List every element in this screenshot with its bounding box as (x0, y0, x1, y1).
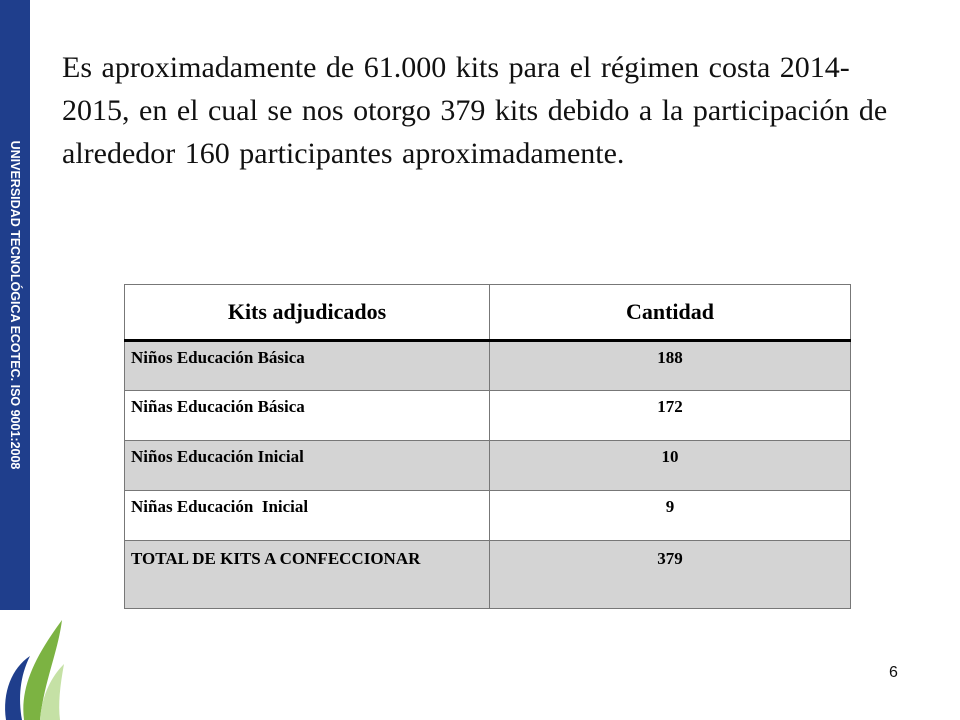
table-header-row (125, 285, 851, 341)
total-label: TOTAL DE KITS A CONFECCIONAR (125, 541, 490, 609)
page-number: 6 (889, 664, 898, 681)
column-header-kits: Kits adjudicados (125, 285, 490, 341)
row-value: 188 (490, 341, 851, 391)
row-value: 172 (490, 391, 851, 441)
kits-table (124, 284, 851, 609)
ecotec-logo-icon (0, 612, 70, 720)
table-row (125, 341, 851, 391)
row-value: 9 (490, 491, 851, 541)
row-label: Niñas Educación Básica (125, 391, 490, 441)
intro-paragraph: Es aproximadamente de 61.000 kits para el régimen costa 2014-2015, en el cual se nos otorgo 379 kits debido a la participación de alrededor 160 participantes aproximadamente. (62, 51, 888, 170)
row-label: Niñas Educación Inicial (125, 491, 490, 541)
row-label: Niños Educación Básica (125, 341, 490, 391)
sidebar-band (0, 0, 30, 610)
total-value: 379 (490, 541, 851, 609)
table-total-row (125, 541, 851, 609)
table-row (125, 491, 851, 541)
row-label: Niños Educación Inicial (125, 441, 490, 491)
table-row (125, 391, 851, 441)
row-value: 10 (490, 441, 851, 491)
sidebar-university-text: UNIVERSIDAD TECNOLÓGICA ECOTEC. ISO 9001:2008 (8, 140, 22, 470)
column-header-cantidad: Cantidad (490, 285, 851, 341)
table-row (125, 441, 851, 491)
